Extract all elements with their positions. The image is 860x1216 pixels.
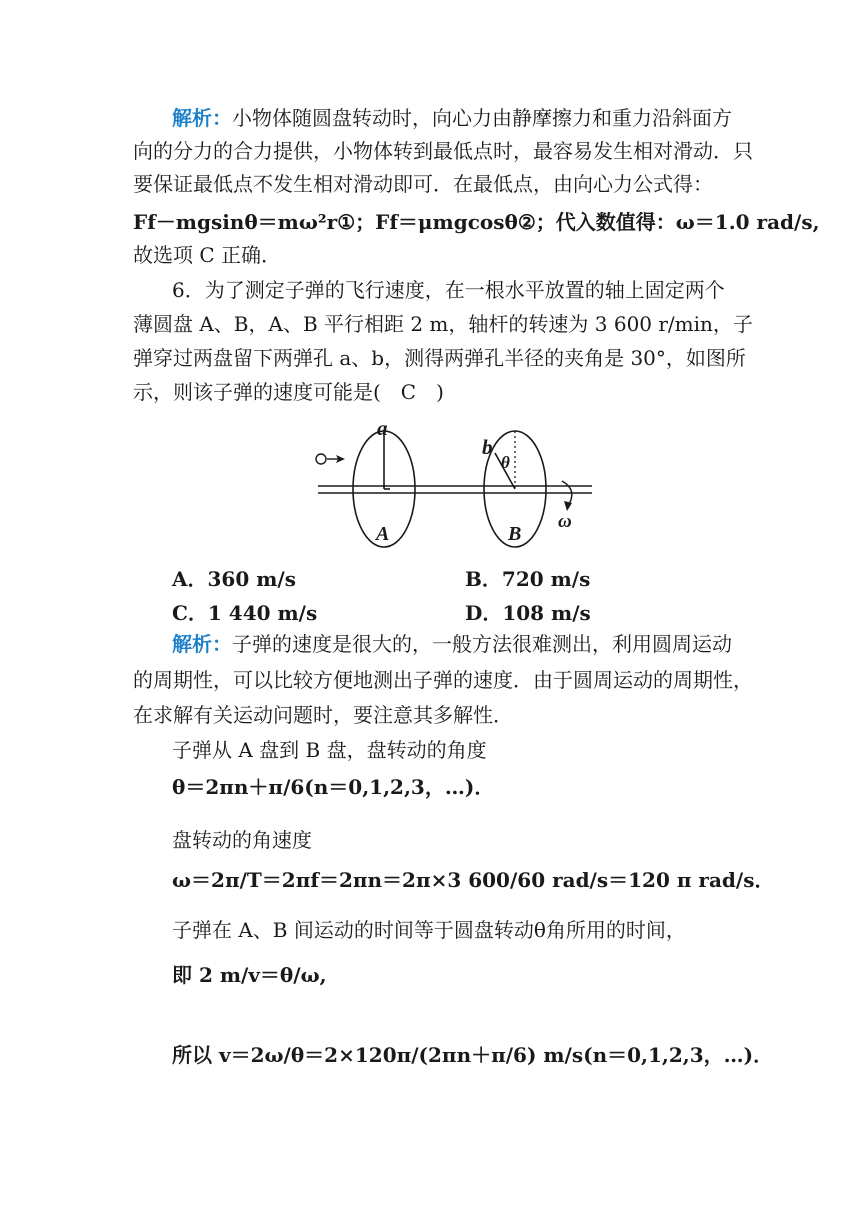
option-d[interactable]: D．108 m/s xyxy=(465,601,591,625)
bullet-disk-figure xyxy=(300,412,610,552)
option-a[interactable]: A．360 m/s xyxy=(172,567,296,591)
option-b[interactable]: B．720 m/s xyxy=(465,567,591,591)
solution6-line3: 在求解有关运动问题时，要注意其多解性． xyxy=(133,703,513,727)
bullet xyxy=(316,454,326,464)
solution5-line5: 故选项 C 正确． xyxy=(133,243,282,267)
label-disk-b: B xyxy=(508,523,522,545)
solution6-line6: 子弹在 A、B 间运动的时间等于圆盘转动θ角所用的时间， xyxy=(172,918,686,942)
equation-time: 即 2 m/v＝θ/ω, xyxy=(172,963,327,987)
solution5-line3: 要保证最低点不发生相对滑动即可．在最低点，由向心力公式得： xyxy=(133,172,713,196)
solution-label: 解析： xyxy=(172,632,232,656)
question6-line2: 薄圆盘 A、B，A、B 平行相距 2 m，轴杆的转速为 3 600 r/min，子 xyxy=(133,312,753,336)
solution6-line5: 盘转动的角速度 xyxy=(172,828,312,852)
equation-angular-velocity: ω＝2π/T＝2πf＝2πn＝2π×3 600/60 rad/s＝120 π rad/s． xyxy=(172,868,775,892)
question6-line3: 弹穿过两盘留下两弹孔 a、b，测得两弹孔半径的夹角是 30°，如图所 xyxy=(133,346,746,370)
solution6-line1: 解析：子弹的速度是很大的，一般方法很难测出，利用圆周运动 xyxy=(172,632,732,656)
equation-velocity: 所以 v＝2ω/θ＝2×120π/(2πn＋π/6) m/s(n＝0,1,2,3，…)． xyxy=(172,1043,774,1067)
solution5-formula-line: Ff－mgsinθ＝mω²r①；Ff＝μmgcosθ②；代入数值得：ω＝1.0 rad/s, xyxy=(133,210,820,234)
solution-label: 解析： xyxy=(172,106,232,130)
equation-angle: θ＝2πn＋π/6(n＝0,1,2,3，…)． xyxy=(172,775,495,799)
label-a: a xyxy=(377,416,388,440)
solution6-line4: 子弹从 A 盘到 B 盘，盘转动的角度 xyxy=(172,738,487,762)
option-c[interactable]: C．1 440 m/s xyxy=(172,601,318,625)
solution6-line2: 的周期性，可以比较方便地测出子弹的速度．由于圆周运动的周期性， xyxy=(133,668,753,692)
label-omega: ω xyxy=(558,511,572,532)
solution5-line1: 解析：小物体随圆盘转动时，向心力由静摩擦力和重力沿斜面方 xyxy=(172,106,732,130)
question6-line4: 示，则该子弹的速度可能是( C ) xyxy=(133,380,444,404)
label-b: b xyxy=(482,435,493,459)
label-disk-a: A xyxy=(376,523,390,545)
question6-line1: 6．为了测定子弹的飞行速度，在一根水平放置的轴上固定两个 xyxy=(172,278,725,302)
solution5-line2: 向的分力的合力提供，小物体转到最低点时，最容易发生相对滑动．只 xyxy=(133,139,753,163)
label-theta: θ xyxy=(501,453,510,472)
